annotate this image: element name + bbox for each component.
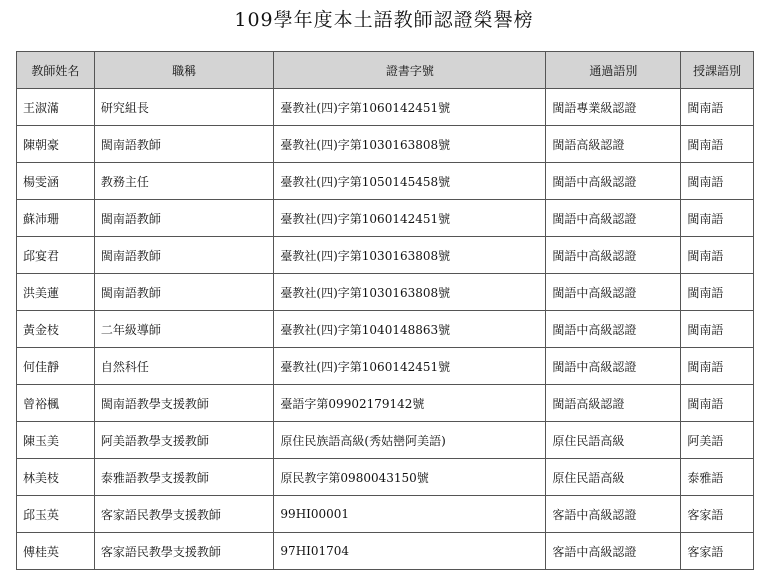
teaching-language-cell: 泰雅語: [681, 459, 754, 496]
certificate-number-cell: 臺教社(四)字第1060142451號: [274, 89, 546, 126]
teacher-name-cell: 楊雯涵: [17, 163, 95, 200]
column-header-teaching-language: 授課語別: [681, 52, 754, 89]
passed-language-cell: 閩語高級認證: [546, 126, 681, 163]
table-row: [17, 422, 754, 459]
position-cell: 客家語民教學支援教師: [94, 496, 274, 533]
teaching-language-cell: 閩南語: [681, 163, 754, 200]
honor-roll-table: [16, 51, 754, 570]
table-row: [17, 126, 754, 163]
teaching-language-cell: 閩南語: [681, 274, 754, 311]
teaching-language-cell: 客家語: [681, 496, 754, 533]
table-row: [17, 274, 754, 311]
column-header-passed-language: 通過語別: [546, 52, 681, 89]
certificate-number-cell: 原民教字第0980043150號: [274, 459, 546, 496]
position-cell: 泰雅語教學支援教師: [94, 459, 274, 496]
table-row: [17, 163, 754, 200]
passed-language-cell: 客語中高級認證: [546, 533, 681, 570]
teaching-language-cell: 閩南語: [681, 89, 754, 126]
table-row: [17, 496, 754, 533]
table-header-row: [17, 52, 754, 89]
teacher-name-cell: 邱宴君: [17, 237, 95, 274]
passed-language-cell: 客語中高級認證: [546, 496, 681, 533]
passed-language-cell: 閩語專業級認證: [546, 89, 681, 126]
passed-language-cell: 閩語中高級認證: [546, 311, 681, 348]
column-header-position: 職稱: [94, 52, 274, 89]
certificate-number-cell: 臺語字第09902179142號: [274, 385, 546, 422]
teacher-name-cell: 傅桂英: [17, 533, 95, 570]
position-cell: 阿美語教學支援教師: [94, 422, 274, 459]
teacher-name-cell: 林美枝: [17, 459, 95, 496]
table-row: [17, 200, 754, 237]
table-body: [17, 89, 754, 570]
certificate-number-cell: 臺教社(四)字第1030163808號: [274, 126, 546, 163]
teaching-language-cell: 閩南語: [681, 348, 754, 385]
passed-language-cell: 閩語中高級認證: [546, 163, 681, 200]
teacher-name-cell: 陳玉美: [17, 422, 95, 459]
table-row: [17, 533, 754, 570]
teacher-name-cell: 陳朝豪: [17, 126, 95, 163]
certificate-number-cell: 臺教社(四)字第1030163808號: [274, 237, 546, 274]
table-row: [17, 89, 754, 126]
certificate-number-cell: 99HI00001: [274, 496, 546, 533]
column-header-certificate: 證書字號: [274, 52, 546, 89]
certificate-number-cell: 臺教社(四)字第1040148863號: [274, 311, 546, 348]
position-cell: 二年級導師: [94, 311, 274, 348]
position-cell: 閩南語教師: [94, 200, 274, 237]
position-cell: 客家語民教學支援教師: [94, 533, 274, 570]
position-cell: 自然科任: [94, 348, 274, 385]
teaching-language-cell: 閩南語: [681, 311, 754, 348]
teacher-name-cell: 邱玉英: [17, 496, 95, 533]
teacher-name-cell: 蘇沛珊: [17, 200, 95, 237]
teaching-language-cell: 閩南語: [681, 385, 754, 422]
passed-language-cell: 閩語高級認證: [546, 385, 681, 422]
table-row: [17, 385, 754, 422]
certificate-number-cell: 原住民族語高級(秀姑巒阿美語): [274, 422, 546, 459]
teacher-name-cell: 王淑滿: [17, 89, 95, 126]
certificate-number-cell: 97HI01704: [274, 533, 546, 570]
teaching-language-cell: 閩南語: [681, 237, 754, 274]
position-cell: 閩南語教師: [94, 274, 274, 311]
teacher-name-cell: 洪美蓮: [17, 274, 95, 311]
certificate-number-cell: 臺教社(四)字第1030163808號: [274, 274, 546, 311]
teaching-language-cell: 阿美語: [681, 422, 754, 459]
certificate-number-cell: 臺教社(四)字第1060142451號: [274, 200, 546, 237]
page-title: 109學年度本土語教師認證榮譽榜: [234, 9, 534, 31]
table-row: [17, 348, 754, 385]
teaching-language-cell: 閩南語: [681, 200, 754, 237]
passed-language-cell: 原住民語高級: [546, 422, 681, 459]
column-header-name: 教師姓名: [17, 52, 95, 89]
passed-language-cell: 閩語中高級認證: [546, 348, 681, 385]
teacher-name-cell: 曾裕楓: [17, 385, 95, 422]
table-row: [17, 237, 754, 274]
teaching-language-cell: 客家語: [681, 533, 754, 570]
passed-language-cell: 原住民語高級: [546, 459, 681, 496]
passed-language-cell: 閩語中高級認證: [546, 274, 681, 311]
passed-language-cell: 閩語中高級認證: [546, 200, 681, 237]
teacher-name-cell: 何佳靜: [17, 348, 95, 385]
position-cell: 閩南語教學支援教師: [94, 385, 274, 422]
position-cell: 閩南語教師: [94, 126, 274, 163]
position-cell: 教務主任: [94, 163, 274, 200]
passed-language-cell: 閩語中高級認證: [546, 237, 681, 274]
table-row: [17, 311, 754, 348]
position-cell: 閩南語教師: [94, 237, 274, 274]
position-cell: 研究組長: [94, 89, 274, 126]
teacher-name-cell: 黃金枝: [17, 311, 95, 348]
teaching-language-cell: 閩南語: [681, 126, 754, 163]
certificate-number-cell: 臺教社(四)字第1050145458號: [274, 163, 546, 200]
table-row: [17, 459, 754, 496]
certificate-number-cell: 臺教社(四)字第1060142451號: [274, 348, 546, 385]
